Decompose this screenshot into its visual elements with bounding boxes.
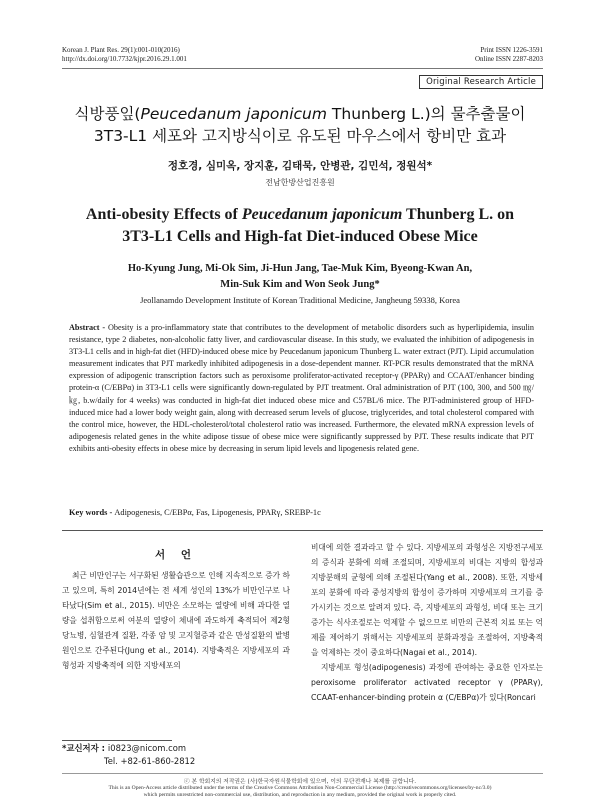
english-title-pre: Anti-obesity Effects of [85, 206, 242, 223]
license-notice [40, 785, 560, 799]
abstract [69, 322, 534, 455]
correspondence-divider [62, 740, 172, 741]
abstract-text: Obesity is a pro-inflammatory state that contributes to the development of metabolic disorders such as hyperlipidemia, insulin resistance, type 2 diabetes, non-alcoholic fatty liver, and cardiovascular disease. In this study, we evaluated the inhibition of adipogenesis in 3T3-L1 cells and in high-fat diet (HFD)-induced obese mice by Peucedanum japonicum Thunberg L. water extract (PJT). Lipid accumulation measurement indicates that PJT markedly inhibited adipogenesis in a dose-dependent manner. RT-PCR results demonstrated that the mRNA expression of adipogenic transcription factors such as peroxisome proliferator-activated receptor-γ (PPARγ) and CCAAT/enhancer binding protein-α (C/EBPα) in 3T3-L1 cells were significantly down-regulated by PJT treatment. Oral administration of PJT (100, 300, and 500 ㎎/㎏, b.w/daily for 4 weeks) was conducted in high-fat diet induced obese mice and C57BL/6 mice. The PJT-administered group of HFD-induced mice had a lower body weight gain, along with decreased serum levels of glucose, triglycerides, and total cholesterol compared with the control mice, however, the HDL-cholesterol/total cholesterol ratio was increased. Furthermore, the elevated mRNA expression levels of adipogenesis related genes in the white adipose tissue of obese mice were significantly suppressed by PJT. These results indicate that PJT exhibits anti-obesity effects in obese mice by decreasing in serum lipid levels and lipogenesis related gene. [69, 323, 534, 453]
section-heading-introduction: 서 언 [155, 549, 197, 561]
keywords-text: Adipogenesis, C/EBPα, Fas, Lipogenesis, PPARγ, SREBP-1c [114, 508, 321, 517]
body-column-left: 최근 비만인구는 서구화된 생활습관으로 인해 지속적으로 증가 하고 있으며, 특히 2014년에는 전 세계 성인의 13%가 비만인구로 나타났다(Sim et al., 2015). 비만은 소모하는 열량에 비해 과다한 열량을 섭취함으로써 여분의 열량이 체내에 과도하게 축적되어 제2형 당뇨병, 심혈관계 질환, 각종 암 및 고지혈증과 같은 만성질환의 발병원인으로 간주된다(Jung et al., 2014). 지방축적은 지방세포의 과형성과 지방축적에 의한 지방세포의 [62, 571, 290, 670]
english-title-species: Peucedanum japonicum [241, 206, 403, 223]
body-paragraph: 지방세포 형성(adipogenesis) 과정에 관여하는 중요한 인자로는 peroxisome proliferator activated receptor γ (PPARγ), CCAAT-enhancer-binding protein α (C/EBPα)가 있다(Roncari [311, 663, 543, 702]
abstract-label: Abstract - [69, 323, 108, 332]
license-line: which permits unrestricted non-commercial use, distribution, and reproduction in any medium, provided the original work is properly cited. [143, 792, 457, 798]
copyright-notice: ⓒ 본 학회지의 저작권은 (사)한국자원식물학회에 있으며, 이의 무단전재나 복제를 금합니다. [183, 779, 417, 785]
doi-link[interactable]: http://dx.doi.org/10.7732/kjpr.2016.29.1.001 [62, 55, 187, 63]
keywords [69, 508, 534, 517]
footer-divider [62, 773, 543, 774]
korean-authors: 정호경, 심미옥, 장지훈, 김태묵, 안병관, 김민석, 정원석* [167, 160, 433, 172]
journal-citation: Korean J. Plant Res. 29(1):001-010(2016) [62, 46, 180, 54]
english-affiliation: Jeollanamdo Development Institute of Korean Traditional Medicine, Jangheung 59338, Korea [140, 295, 460, 305]
english-authors [60, 261, 540, 293]
english-title [40, 204, 560, 248]
correspondence-note [62, 742, 195, 768]
korean-title-post: Thunberg L.)의 물추출물이 [326, 105, 526, 123]
korean-title-line2: 3T3-L1 세포와 고지방식이로 유도된 마우스에서 항비만 효과 [93, 127, 507, 145]
korean-affiliation: 전남한방산업진흥원 [265, 178, 335, 187]
keywords-label: Key words - [69, 508, 115, 517]
journal-header-left [62, 46, 187, 64]
korean-title [40, 103, 560, 147]
keywords-divider [62, 530, 543, 531]
online-issn: Online ISSN 2287-8203 [474, 55, 543, 63]
english-authors-line1: Ho-Kyung Jung, Mi-Ok Sim, Ji-Hun Jang, Tae-Muk Kim, Byeong-Kwan An, [127, 263, 473, 274]
license-line: This is an Open-Access article distributed under the terms of the Creative Commons Attribution Non-Commercial License (http://creativecommons.org/licenses/by-nc/3.0) [108, 785, 492, 791]
body-column-right [311, 540, 543, 705]
english-title-line2: 3T3-L1 Cells and High-fat Diet-induced Obese Mice [122, 228, 478, 245]
journal-header-right [475, 46, 543, 64]
correspondence-label: *교신저자 : [62, 743, 108, 753]
header-divider [62, 68, 543, 69]
correspondence-phone: Tel. +82-61-860-2812 [104, 756, 196, 766]
print-issn: Print ISSN 1226-3591 [480, 46, 543, 54]
english-title-post: Thunberg L. on [402, 206, 515, 223]
korean-title-pre: 식방풍잎( [74, 105, 141, 123]
article-type-badge: Original Research Article [419, 75, 543, 89]
english-authors-line2: Min-Suk Kim and Won Seok Jung* [220, 279, 380, 290]
correspondence-email[interactable]: i0823@nicom.com [107, 743, 187, 753]
korean-title-species: Peucedanum japonicum [140, 105, 327, 123]
body-paragraph: 비대에 의한 결과라고 할 수 있다. 지방세포의 과형성은 지방전구세포의 증식과 분화에 의해 조절되며, 지방세포의 비대는 지방의 합성과 지방분해의 균형에 의해 조절된다(Yang et al., 2008). 또한, 지방세포의 분화에 따라 중성지방의 합성이 증가하며 지방세포의 크기를 증가시키는 것으로 알려져 있다. 즉, 지방세포의 과형성, 비대 또는 크기 증가는 식사조절로는 억제할 수 없으므로 비만의 근본적 치료 또는 억제를 제어하기 위해서는 지방세포의 분화과정을 조절하여, 지방축적을 억제하는 것이 중요하다(Nagai et al., 2014). [311, 543, 543, 657]
